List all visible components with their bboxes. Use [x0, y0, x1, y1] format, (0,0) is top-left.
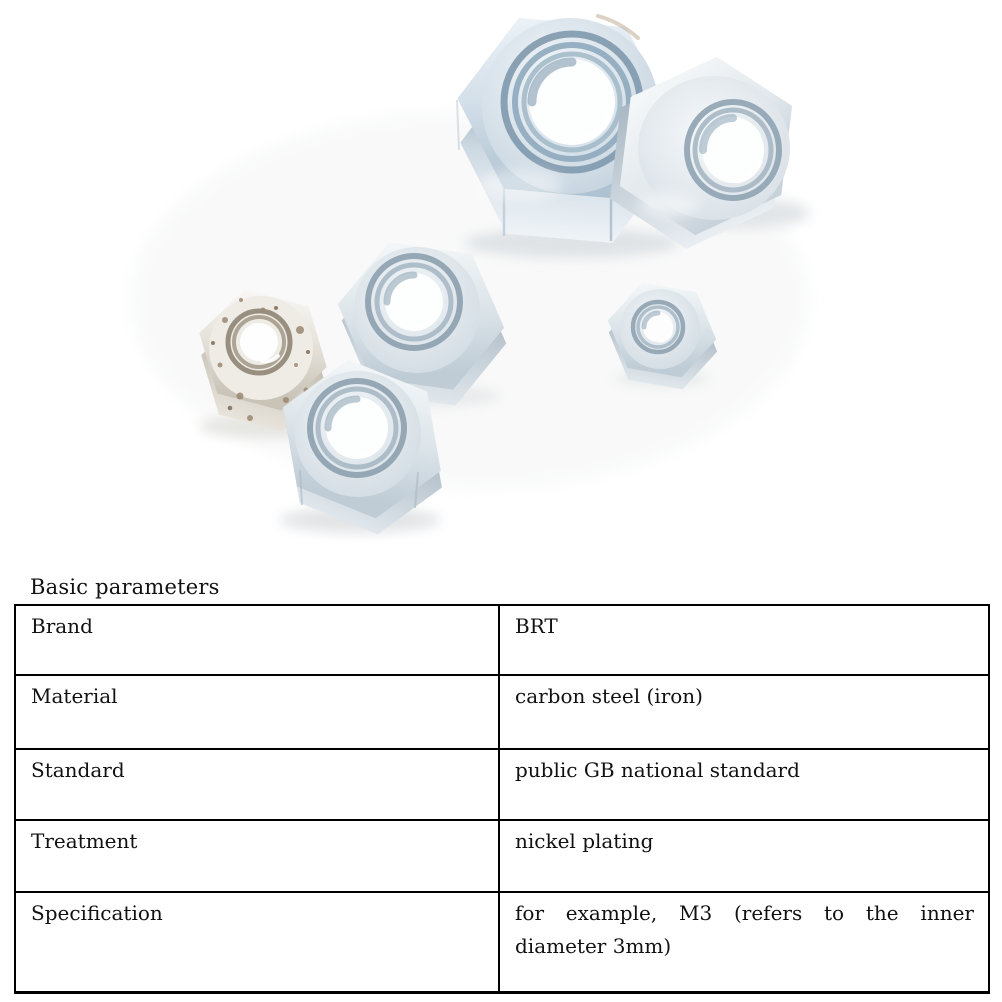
table-row-material [15, 675, 989, 749]
param-label-material: Material [15, 675, 499, 749]
section-heading: Basic parameters [30, 575, 220, 599]
param-value-standard: public GB national standard [499, 749, 989, 820]
param-label-brand: Brand [15, 605, 499, 675]
table-row-specification [15, 892, 989, 992]
table-row-brand [15, 605, 989, 675]
param-value-treatment: nickel plating [499, 820, 989, 892]
param-label-standard: Standard [15, 749, 499, 820]
param-value-material: carbon steel (iron) [499, 675, 989, 749]
table-row-treatment [15, 820, 989, 892]
param-value-brand: BRT [499, 605, 989, 675]
param-label-specification: Specification [15, 892, 499, 992]
basic-parameters-section [0, 576, 1002, 994]
parameters-table [14, 604, 990, 994]
table-row-standard [15, 749, 989, 820]
param-label-treatment: Treatment [15, 820, 499, 892]
param-value-specification: for example, M3 (refers to the inner diameter 3mm) [499, 892, 989, 992]
